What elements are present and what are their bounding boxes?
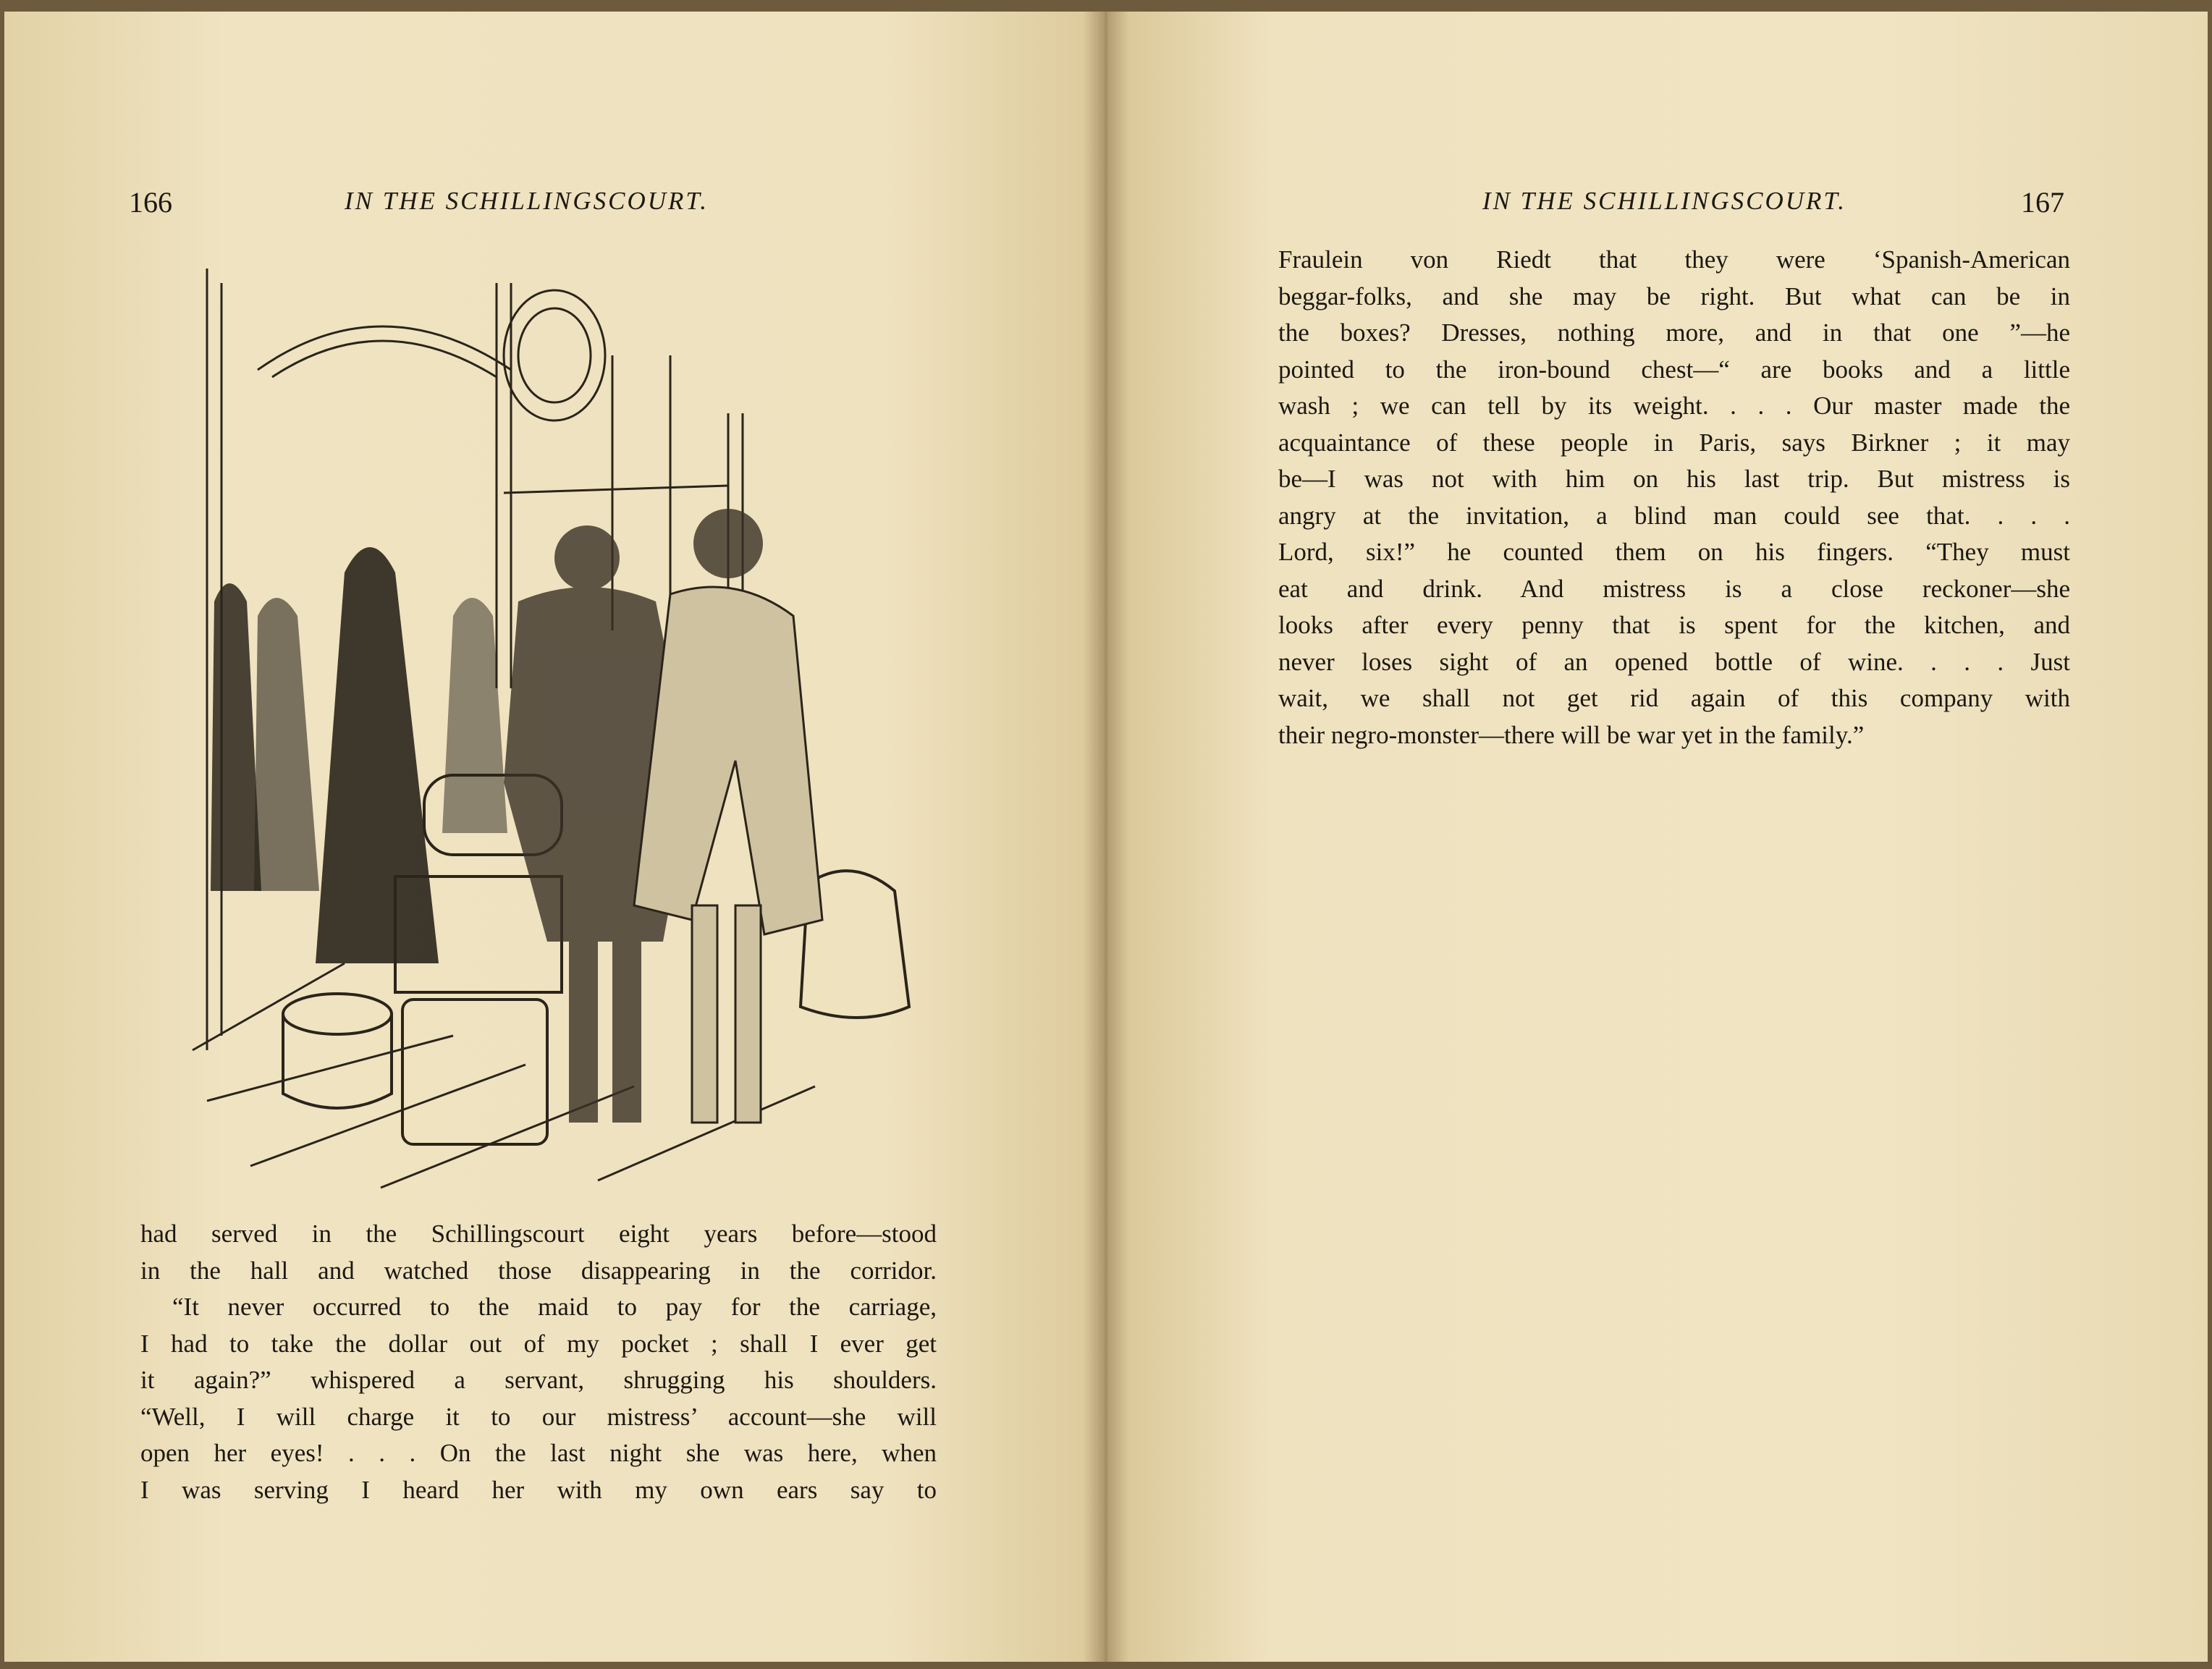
text-line: I was serving I heard her with my own ears say to [140,1475,937,1504]
left-page [4,12,1106,1662]
text-line: I had to take the dollar out of my pocket ; shall I ever get [140,1329,937,1358]
text-line: “Well, I will charge it to our mistress’ account—she will [140,1402,937,1431]
text-line: their negro-monster—there will be war yet in the family.” [1278,720,1865,749]
page-number-right: 167 [2021,186,2064,219]
text-line: pointed to the iron-bound chest—“ are books and a little [1278,355,2070,384]
page-number-left: 166 [129,186,172,219]
text-line: open her eyes! . . . On the last night she was here, when [140,1439,937,1467]
left-text-block [140,1216,937,1508]
text-line: beggar-folks, and she may be right. But what can be in [1278,282,2070,310]
book-gutter [1083,12,1129,1662]
text-line: be—I was not with him on his last trip. But mistress is [1278,465,2070,493]
running-head-left: IN THE SCHILLINGSCOURT. [345,187,709,215]
illustration [164,254,934,1195]
text-line: “It never occurred to the maid to pay for the carriage, [172,1293,937,1321]
text-line: never loses sight of an opened bottle of wine. . . . Just [1278,647,2070,676]
text-line: the boxes? Dresses, nothing more, and in that one ”—he [1278,318,2070,347]
text-line: had served in the Schillingscourt eight years before—stood [140,1220,937,1248]
text-line: eat and drink. And mistress is a close reckoner—she [1278,574,2070,603]
book-spread [4,12,2208,1662]
text-line: Lord, six!” he counted them on his fingers. “They must [1278,538,2070,566]
text-line: in the hall and watched those disappearing in the corridor. [140,1256,937,1285]
right-text-block [1278,242,2070,753]
text-line: wait, we shall not get rid again of this company with [1278,684,2070,712]
text-line: it again?” whispered a servant, shrugging his shoulders. [140,1366,937,1394]
text-line: looks after every penny that is spent for the kitchen, and [1278,611,2070,639]
right-page [1106,12,2208,1662]
text-line: angry at the invitation, a blind man could see that. . . . [1278,501,2070,530]
text-line: acquaintance of these people in Paris, says Birkner ; it may [1278,428,2070,457]
text-line: wash ; we can tell by its weight. . . . Our master made the [1278,392,2070,420]
engraving-servants-with-luggage-icon [164,254,934,1195]
running-head-right: IN THE SCHILLINGSCOURT. [1482,187,1846,215]
text-line: Fraulein von Riedt that they were ‘Spanish-American [1278,245,2070,274]
